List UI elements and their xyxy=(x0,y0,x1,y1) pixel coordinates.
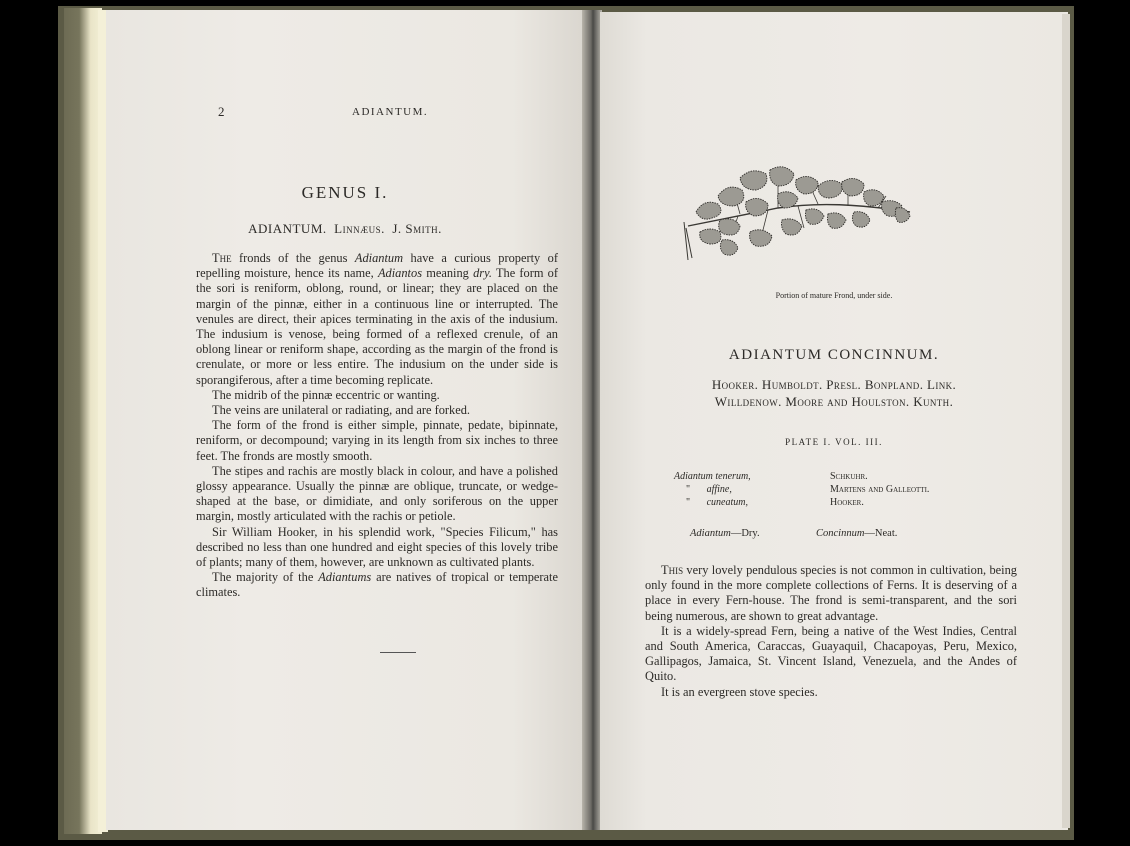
species-description xyxy=(645,563,1017,700)
etymology-adiantum: Adiantum—Dry. xyxy=(690,528,760,539)
authorities-line: Willdenow. Moore and Houlston. Kunth. xyxy=(714,394,954,409)
synonym-row: " cuneatum, Hooker. xyxy=(686,497,864,508)
fern-frond-illustration xyxy=(678,162,922,276)
figure-caption: Portion of mature Frond, under side. xyxy=(775,291,893,300)
species-title: ADIANTUM CONCINNUM. xyxy=(728,347,940,363)
paragraph: Sir William Hooker, in his splendid work, "Species Filicum," has described no less than one hundred and eight species of this lovely tribe of plants; many of them, however, are unknown as cultivated plants. xyxy=(196,524,558,570)
running-head: ADIANTUM. xyxy=(352,106,429,118)
paragraph: The stipes and rachis are mostly black in colour, and have a polished glossy appearance. Usually the pinnæ are oblique, truncate, or wedge-shaped at the base, or dimidiate, and only soriferous on the upper margin, mostly articulated with the rachis or petiole. xyxy=(196,463,558,524)
paragraph: It is a widely-spread Fern, being a native of the West Indies, Central and South America, Caraccas, Guayaquil, Chacapoyas, Peru, Mexico, Gallipagos, Jamaica, St. Vincent Island, Venezuela, and the Andes of Quito. xyxy=(645,623,1017,684)
book-spine xyxy=(64,8,102,834)
paragraph: This very lovely pendulous species is not common in cultivation, being only found in the more complete collections of Ferns. It is deserving of a place in every Fern-house. The frond is semi-transparent, and the sori being numerous, are shown to great advantage. xyxy=(645,563,1017,623)
right-page-edges xyxy=(1062,14,1070,828)
paragraph: It is an evergreen stove species. xyxy=(661,684,818,699)
authorities-line: Hooker. Humboldt. Presl. Bonpland. Link. xyxy=(711,377,957,392)
right-page xyxy=(600,12,1068,830)
etymology-concinnum: Concinnum—Neat. xyxy=(816,528,898,539)
authority-smith: J. Smith. xyxy=(392,221,442,236)
synonym-row: Adiantum tenerum, Schkuhr. xyxy=(674,471,868,482)
plate-reference: PLATE I. VOL. III. xyxy=(785,437,883,447)
synonyms-list xyxy=(674,470,1034,509)
paragraph: The fronds of the genus Adiantum have a curious property of repelling moisture, hence its name, Adiantos meaning dry. The form of the sori is reniform, oblong, round, or linear; they are placed on the margin of the pinnæ, either in a continuous line or interrupted. The venules are direct, their apices terminating in the axis of the indusium. The indusium is venose, being formed of a reflexed crenule, of an oblong linear or reniform shape, according as the margin of the frond is crenulate, or more or less entire. The indusium on the under side is sporangiferous, after a time becoming replicate. xyxy=(196,251,558,387)
paragraph: The veins are unilateral or radiating, and are forked. xyxy=(212,403,471,418)
synonym-row: " affine, Martens and Galleotti. xyxy=(686,484,930,495)
paragraph: The midrib of the pinnæ eccentric or wanting. xyxy=(212,387,440,402)
genus-description xyxy=(196,251,558,601)
genus-subheading xyxy=(106,221,584,237)
paragraph: The majority of the Adiantums are natives of tropical or temperate climates. xyxy=(196,570,558,600)
page-number: 2 xyxy=(218,104,225,119)
end-rule xyxy=(380,652,416,653)
paragraph: The form of the frond is either simple, pinnate, pedate, bipinnate, reniform, or decompound; varying in its length from six inches to three feet. The fronds are mostly smooth. xyxy=(196,418,558,463)
left-page xyxy=(106,10,584,830)
genus-name: ADIANTUM. xyxy=(248,221,327,236)
authorities xyxy=(600,376,1068,410)
genus-heading: GENUS I. xyxy=(301,183,389,202)
authority-linnaeus: Linnæus. xyxy=(334,221,385,236)
gutter xyxy=(582,10,602,830)
